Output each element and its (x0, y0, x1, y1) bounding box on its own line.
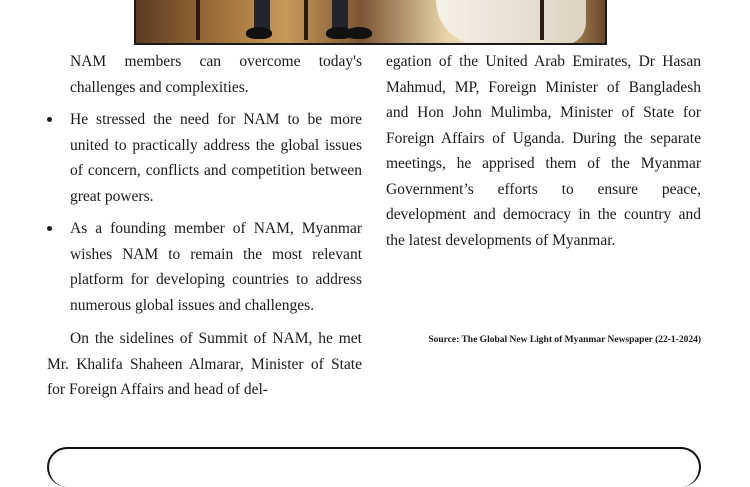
bullet-text: He stressed the need for NAM to be more united to practically address the global issues of concern, conflicts and competition between great powers. (70, 111, 362, 205)
continuation-text: NAM members can overcome today's challenges and complexities. (70, 53, 362, 96)
bullet-dot-icon (47, 117, 52, 122)
source-citation: Source: The Global New Light of Myanmar Newspaper (22-1-2024) (428, 335, 701, 345)
right-text-column (386, 49, 701, 253)
bullet-item (47, 107, 362, 209)
sidelines-paragraph: On the sidelines of Summit of NAM, he met Mr. Khalifa Shaheen Almarar, Minister of State for Foreign Affairs and head of del- (47, 330, 362, 398)
continued-paragraph: egation of the United Arab Emirates, Dr Hasan Mahmud, MP, Foreign Minister of Bangladesh and Hon John Mulimba, Minister of State for Foreign Affairs of Uganda. During the separate meetings, he apprised them of the Myanmar Government’s efforts to ensure peace, development and democracy in the country and the latest developments of Myanmar. (386, 53, 701, 249)
next-section-box (47, 447, 701, 487)
bullet-dot-icon (47, 226, 52, 231)
left-text-column (47, 49, 362, 403)
meeting-photo (134, 0, 607, 45)
bullet-text: As a founding member of NAM, Myanmar wishes NAM to remain the most relevant platform for developing countries to address numerous global issues and challenges. (70, 220, 362, 314)
bullet-item (47, 216, 362, 318)
